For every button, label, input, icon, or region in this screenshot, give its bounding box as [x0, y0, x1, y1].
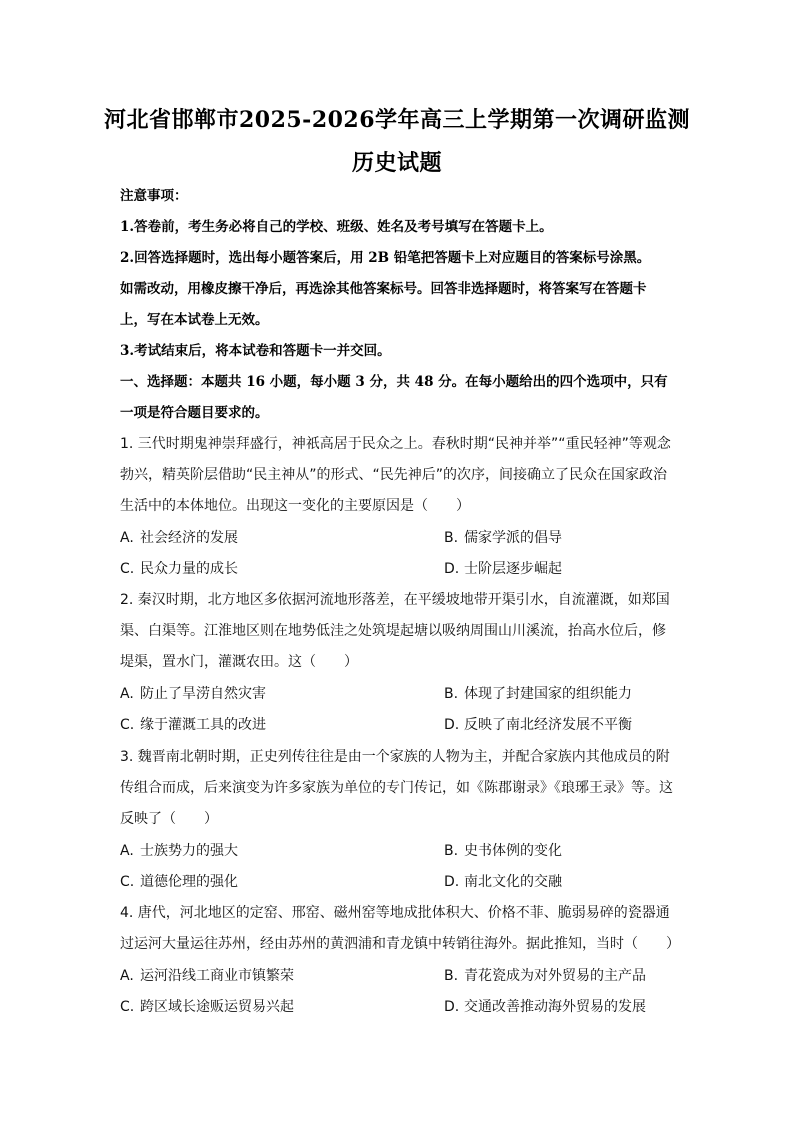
- notice-item-3: 3.考试结束后，将本试卷和答题卡一并交回。: [120, 343, 391, 359]
- option-text: 防止了旱涝自然灾害: [140, 686, 266, 702]
- question-3-stem-line: 3. 魏晋南北朝时期，正史列传往往是由一个家族的人物为主，并配合家族内其他成员的附: [120, 749, 670, 765]
- option-letter: A.: [120, 530, 134, 546]
- question-1-option-c[interactable]: [120, 559, 420, 579]
- option-letter: A.: [120, 968, 134, 984]
- option-text: 缘于灌溉工具的改进: [140, 717, 266, 733]
- notice-item-2-cont: 如需改动，用橡皮擦干净后，再选涂其他答案标号。回答非选择题时，将答案写在答题卡: [120, 281, 647, 297]
- section-heading-cont: 一项是符合题目要求的。: [120, 405, 269, 421]
- question-2-option-b[interactable]: [444, 684, 744, 704]
- question-2-stem-line: 堤渠，置水门，灌溉农田。这（ ）: [120, 654, 358, 670]
- question-1-option-d[interactable]: [444, 559, 744, 579]
- option-text: 史书体例的变化: [464, 843, 562, 859]
- question-2-stem-line: 渠、白渠等。江淮地区则在地势低洼之处筑堤起塘以吸纳周围山川溪流，抬高水位后，修: [120, 623, 666, 639]
- option-letter: B.: [444, 530, 459, 546]
- option-letter: B.: [444, 686, 459, 702]
- option-letter: C.: [120, 874, 135, 890]
- exam-subject-title: 历史试题: [351, 150, 442, 176]
- question-3-stem-line: 反映了（ ）: [120, 811, 218, 827]
- exam-title: 河北省邯郸市2025-2026学年高三上学期第一次调研监测: [103, 107, 691, 133]
- question-4-option-a[interactable]: [120, 966, 420, 986]
- option-letter: D.: [444, 999, 460, 1015]
- option-letter: C.: [120, 999, 135, 1015]
- question-3-option-a[interactable]: [120, 841, 420, 861]
- option-text: 民众力量的成长: [140, 561, 238, 577]
- question-4-option-c[interactable]: [120, 997, 420, 1017]
- option-letter: D.: [444, 874, 460, 890]
- option-text: 反映了南北经济发展不平衡: [464, 717, 632, 733]
- question-2-stem-line: 2. 秦汉时期，北方地区多依据河流地形落差，在平缓坡地带开渠引水，自流灌溉，如郑国: [120, 592, 670, 608]
- option-text: 青花瓷成为对外贸易的主产品: [464, 968, 646, 984]
- question-4-stem-line: 4. 唐代，河北地区的定窑、邢窑、磁州窑等地成批体积大、价格不菲、脆弱易碎的瓷器通: [120, 905, 670, 921]
- option-letter: C.: [120, 717, 135, 733]
- option-text: 道德伦理的强化: [140, 874, 238, 890]
- question-2-option-c[interactable]: [120, 715, 420, 735]
- notice-item-2-end: 上，写在本试卷上无效。: [120, 312, 269, 328]
- question-4-stem-line: 过运河大量运往苏州，经由苏州的黄泗浦和青龙镇中转销往海外。据此推知，当时（ ）: [120, 936, 680, 952]
- option-letter: D.: [444, 717, 460, 733]
- question-4-option-b[interactable]: [444, 966, 744, 986]
- notice-item-1: 1.答卷前，考生务必将自己的学校、班级、姓名及考号填写在答题卡上。: [120, 219, 553, 235]
- option-letter: B.: [444, 968, 459, 984]
- section-heading: 一、选择题：本题共 16 小题，每小题 3 分，共 48 分。在每小题给出的四个选项中，只有: [120, 374, 668, 390]
- question-2-option-d[interactable]: [444, 715, 744, 735]
- question-1-stem-line: 1. 三代时期鬼神崇拜盛行，神祇高居于民众之上。春秋时期“民神并举”“重民轻神”等观念: [120, 436, 671, 452]
- option-text: 南北文化的交融: [464, 874, 562, 890]
- option-letter: D.: [444, 561, 460, 577]
- question-1-stem-line: 生活中的本体地位。出现这一变化的主要原因是（ ）: [120, 498, 470, 514]
- question-3-option-c[interactable]: [120, 872, 420, 892]
- option-text: 体现了封建国家的组织能力: [464, 686, 632, 702]
- option-text: 儒家学派的倡导: [464, 530, 562, 546]
- question-1-option-b[interactable]: [444, 528, 744, 548]
- question-1-option-a[interactable]: [120, 528, 420, 548]
- option-text: 士族势力的强大: [140, 843, 238, 859]
- option-text: 社会经济的发展: [140, 530, 238, 546]
- notice-item-2: 2.回答选择题时，选出每小题答案后，用 2B 铅笔把答题卡上对应题目的答案标号涂黑。: [120, 250, 651, 266]
- option-letter: A.: [120, 843, 134, 859]
- question-4-option-d[interactable]: [444, 997, 744, 1017]
- option-text: 士阶层逐步崛起: [464, 561, 562, 577]
- question-1-stem-line: 勃兴，精英阶层借助“民主神从”的形式、“民先神后”的次序，间接确立了民众在国家政治: [120, 467, 668, 483]
- question-2-option-a[interactable]: [120, 684, 420, 704]
- option-letter: C.: [120, 561, 135, 577]
- option-letter: B.: [444, 843, 459, 859]
- question-3-option-d[interactable]: [444, 872, 744, 892]
- option-letter: A.: [120, 686, 134, 702]
- option-text: 运河沿线工商业市镇繁荣: [140, 968, 294, 984]
- option-text: 交通改善推动海外贸易的发展: [464, 999, 646, 1015]
- notice-heading: 注意事项：: [120, 188, 188, 204]
- question-3-stem-line: 传组合而成，后来演变为许多家族为单位的专门传记，如《陈郡谢录》《琅琊王录》等。这: [120, 780, 673, 796]
- option-text: 跨区域长途贩运贸易兴起: [140, 999, 294, 1015]
- question-3-option-b[interactable]: [444, 841, 744, 861]
